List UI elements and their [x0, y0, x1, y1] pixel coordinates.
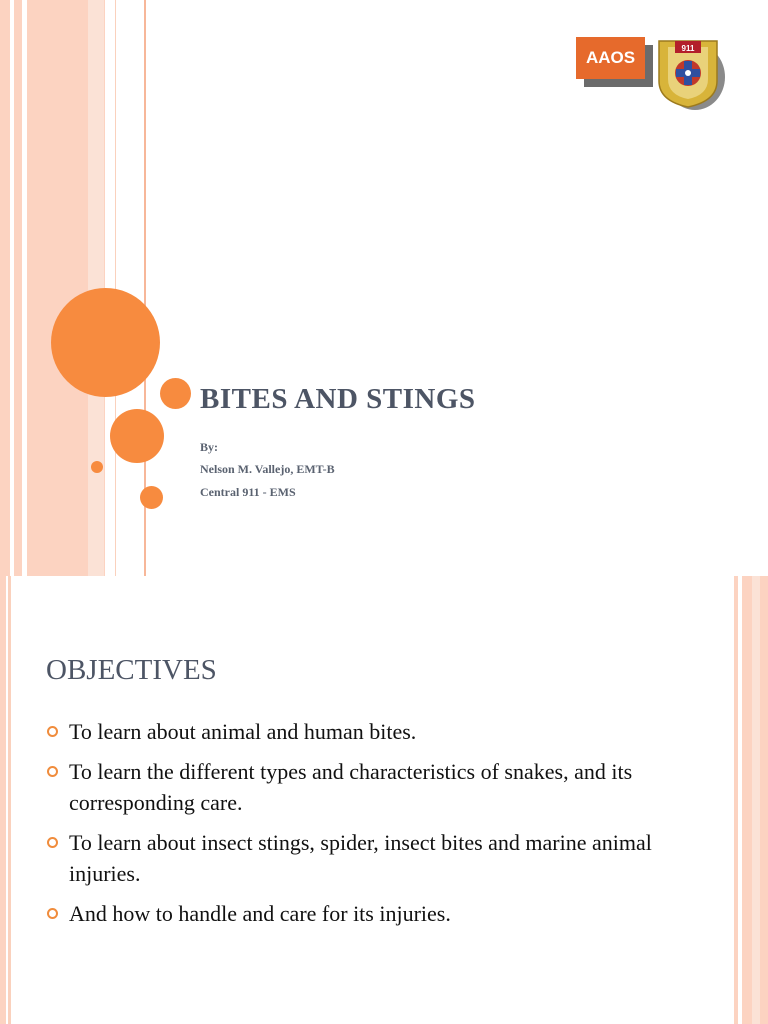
- objectives-title: OBJECTIVES: [46, 654, 217, 686]
- by-label: By:: [200, 440, 218, 454]
- decor-stripe: [0, 0, 10, 576]
- list-item-text: To learn about insect stings, spider, insect bites and marine animal injuries.: [69, 830, 652, 886]
- badge-911-text: 911: [681, 44, 695, 53]
- author-name: Nelson M. Vallejo, EMT-B: [200, 462, 335, 476]
- decor-stripe: [14, 0, 22, 576]
- orange-ring-bullet-icon: [47, 726, 58, 737]
- decor-circle-medium: [110, 409, 164, 463]
- presentation-title: BITES AND STINGS: [200, 383, 476, 415]
- list-item: [46, 756, 686, 818]
- decor-stripe: [0, 576, 6, 1024]
- organization-name: Central 911 - EMS: [200, 485, 296, 499]
- decor-stripe: [734, 576, 738, 1024]
- decor-circle-tiny: [140, 486, 163, 509]
- aaos-logo-text: AAOS: [576, 37, 645, 79]
- aaos-logo: [576, 37, 645, 79]
- decor-stripe: [752, 576, 760, 1024]
- list-item: [46, 898, 686, 929]
- orange-ring-bullet-icon: [47, 837, 58, 848]
- list-item: [46, 716, 686, 747]
- decor-stripe: [8, 576, 11, 1024]
- objectives-list: [46, 716, 686, 938]
- objectives-slide: [0, 576, 768, 1024]
- central-911-shield-icon: [655, 37, 727, 111]
- orange-ring-bullet-icon: [47, 908, 58, 919]
- decor-circle-large: [51, 288, 160, 397]
- decor-circle-small: [160, 378, 191, 409]
- list-item: [46, 827, 686, 889]
- list-item-text: To learn the different types and characteristics of snakes, and its corresponding care.: [69, 759, 633, 815]
- list-item-text: And how to handle and care for its injuries.: [69, 901, 451, 926]
- decor-circle-tiny: [91, 461, 103, 473]
- list-item-text: To learn about animal and human bites.: [69, 719, 417, 744]
- orange-ring-bullet-icon: [47, 766, 58, 777]
